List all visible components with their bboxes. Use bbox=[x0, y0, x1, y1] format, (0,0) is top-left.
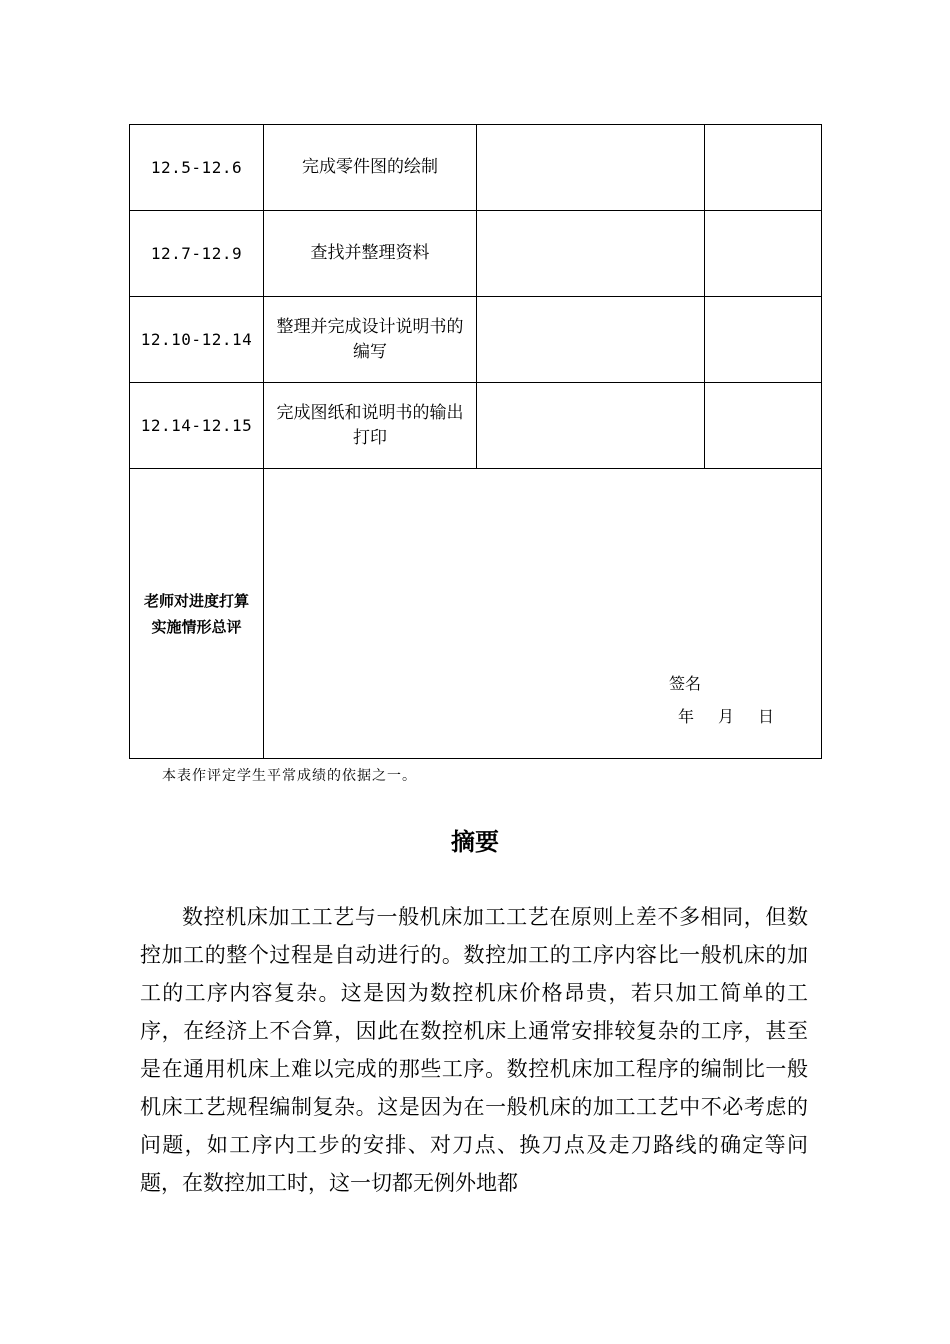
date-cell: 12.7-12.9 bbox=[130, 211, 264, 297]
review-comment-area[interactable] bbox=[264, 469, 822, 759]
blank-cell bbox=[477, 383, 705, 469]
blank-cell bbox=[705, 297, 822, 383]
date-cell: 12.5-12.6 bbox=[130, 125, 264, 211]
schedule-row bbox=[130, 125, 822, 211]
blank-cell bbox=[477, 297, 705, 383]
abstract-heading: 摘要 bbox=[451, 828, 499, 856]
task-cell: 完成图纸和说明书的输出打印 bbox=[264, 383, 477, 469]
blank-cell bbox=[705, 211, 822, 297]
year-label: 年 bbox=[678, 707, 695, 726]
schedule-table bbox=[129, 124, 822, 759]
blank-cell bbox=[477, 125, 705, 211]
blank-cell bbox=[705, 383, 822, 469]
signature-label: 签名 bbox=[669, 674, 702, 693]
task-cell: 查找并整理资料 bbox=[264, 211, 477, 297]
review-row bbox=[130, 469, 822, 759]
date-cell: 12.14-12.15 bbox=[130, 383, 264, 469]
month-label: 月 bbox=[718, 707, 735, 726]
task-cell: 整理并完成设计说明书的编写 bbox=[264, 297, 477, 383]
blank-cell bbox=[477, 211, 705, 297]
review-label: 老师对进度打算实施情形总评 bbox=[130, 469, 264, 759]
date-cell: 12.10-12.14 bbox=[130, 297, 264, 383]
schedule-row bbox=[130, 211, 822, 297]
schedule-row bbox=[130, 297, 822, 383]
day-label: 日 bbox=[758, 707, 775, 726]
abstract-paragraph: 数控机床加工工艺与一般机床加工工艺在原则上差不多相同，但数控加工的整个过程是自动进行的。数控加工的工序内容比一般机床的加工的工序内容复杂。这是因为数控机床价格昂贵，若只加工简单的工序，在经济上不合算，因此在数控机床上通常安排较复杂的工序，甚至是在通用机床上难以完成的那些工序。数控机床加工程序的编制比一般机床工艺规程编制复杂。这是因为在一般机床的加工工艺中不必考虑的问题，如工序内工步的安排、对刀点、换刀点及走刀路线的确定等问题，在数控加工时，这一切都无例外地都 bbox=[140, 905, 808, 1195]
schedule-row bbox=[130, 383, 822, 469]
task-cell: 完成零件图的绘制 bbox=[264, 125, 477, 211]
review-date-line bbox=[678, 704, 798, 727]
table-footnote: 本表作评定学生平常成绩的依据之一。 bbox=[162, 768, 417, 784]
blank-cell bbox=[705, 125, 822, 211]
